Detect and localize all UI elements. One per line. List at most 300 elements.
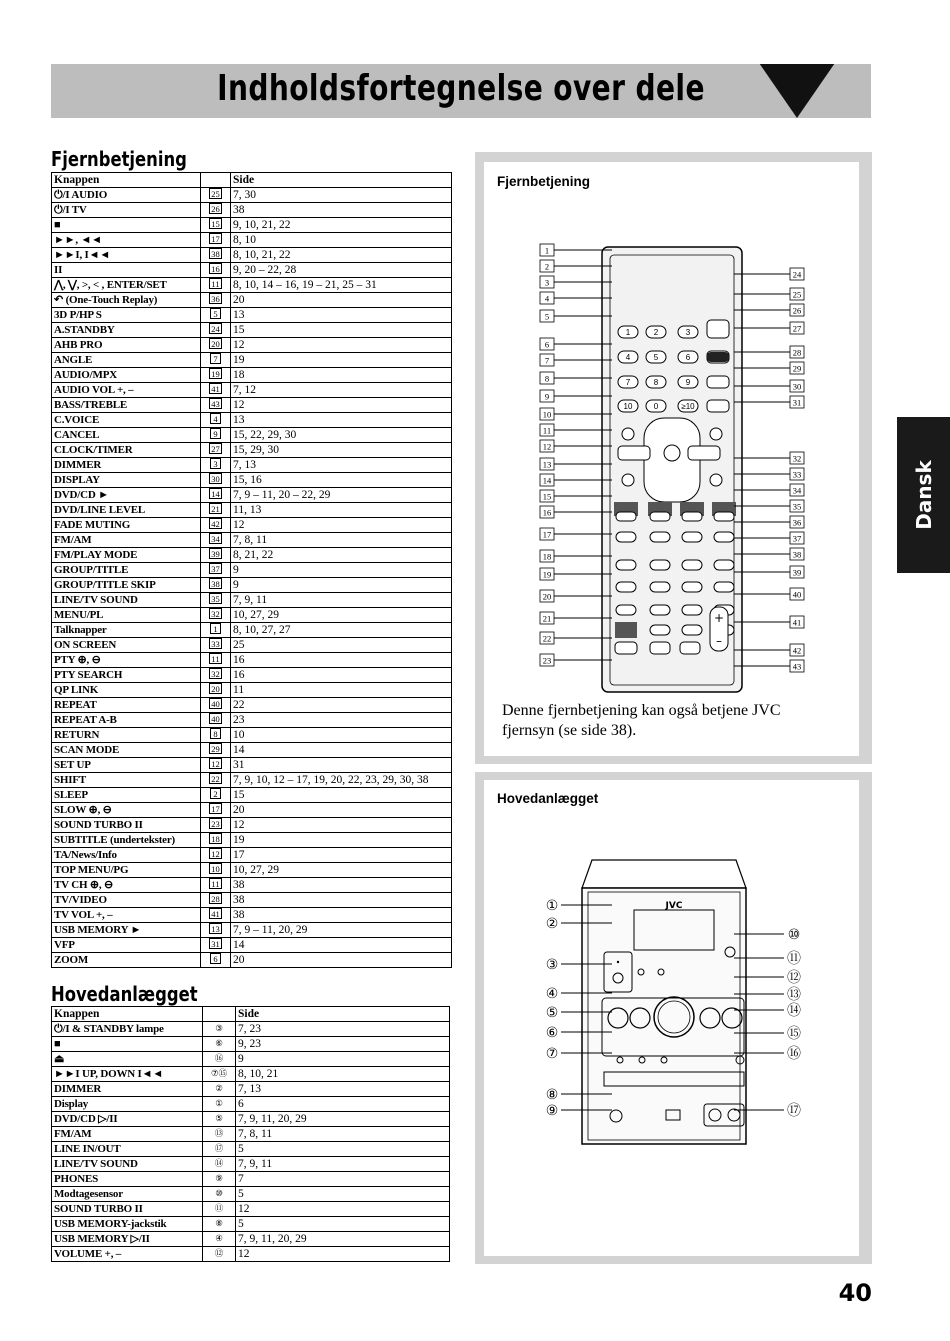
svg-text:7: 7	[544, 355, 550, 366]
svg-text:27: 27	[792, 323, 802, 334]
button-name-cell: DVD/LINE LEVEL	[52, 503, 201, 518]
button-name-cell: RETURN	[52, 728, 201, 743]
svg-text:13: 13	[542, 459, 552, 470]
function-key[interactable]	[714, 532, 734, 542]
function-key[interactable]	[622, 474, 634, 486]
callout-number	[790, 548, 804, 560]
function-key[interactable]	[616, 560, 636, 570]
page-reference-cell: 19	[231, 833, 452, 848]
svg-text:28: 28	[792, 347, 802, 358]
page-reference-cell: 13	[231, 308, 452, 323]
button-name-cell: CANCEL	[52, 428, 201, 443]
reference-number: 9	[210, 428, 221, 439]
table-row	[52, 1157, 450, 1172]
reference-number: 32	[211, 609, 220, 619]
reference-number-cell	[203, 1247, 236, 1262]
left-key[interactable]	[618, 446, 650, 460]
reference-number-cell	[203, 1127, 236, 1142]
function-key[interactable]	[650, 532, 670, 542]
number-key[interactable]	[646, 400, 666, 412]
button-name-cell: BASS/TREBLE	[52, 398, 201, 413]
button-name-cell: 3D P/HP S	[52, 308, 201, 323]
page-reference-cell: 38	[231, 203, 452, 218]
reference-number: ⑫	[214, 1247, 224, 1258]
function-key[interactable]	[650, 560, 670, 570]
shift-key[interactable]	[615, 622, 637, 638]
function-key[interactable]	[680, 642, 700, 654]
svg-text:35: 35	[792, 501, 802, 512]
svg-text:⑫: ⑫	[787, 970, 801, 986]
function-key[interactable]	[707, 376, 729, 388]
button-name-cell: VFP	[52, 938, 201, 953]
function-key[interactable]	[682, 582, 702, 592]
button-name-cell: SCAN MODE	[52, 743, 201, 758]
function-key[interactable]	[650, 642, 670, 654]
svg-text:⑯: ⑯	[787, 1046, 801, 1062]
col-button-header: Knappen	[52, 173, 201, 188]
table-row	[52, 1247, 450, 1262]
col-button-header: Knappen	[52, 1007, 203, 1022]
callout-number	[790, 304, 804, 316]
button-name-cell: SOUND TURBO II	[52, 1202, 203, 1217]
callout-number	[546, 986, 559, 1002]
table-row	[52, 953, 452, 968]
callout-number	[546, 898, 559, 914]
table-row	[52, 1022, 450, 1037]
reference-number-cell	[201, 548, 231, 563]
page-reference-cell: 10, 27, 29	[231, 608, 452, 623]
reference-number: 20	[211, 684, 220, 694]
table-row	[52, 473, 452, 488]
svg-text:15: 15	[542, 491, 552, 502]
reference-number: 20	[211, 339, 220, 349]
reference-number: 17	[211, 804, 220, 814]
function-key[interactable]	[650, 605, 670, 615]
button-name-cell: PTY ⊕, ⊖	[52, 653, 201, 668]
reference-number-cell	[203, 1037, 236, 1052]
svg-text:10: 10	[623, 402, 633, 411]
callout-number	[790, 268, 804, 280]
svg-text:9: 9	[685, 378, 691, 387]
button-name-cell: ⏻/I & STANDBY lampe	[52, 1022, 203, 1037]
table-row	[52, 758, 452, 773]
table-row	[52, 683, 452, 698]
function-key[interactable]	[710, 428, 722, 440]
page-reference-cell: 7, 9, 11, 20, 29	[236, 1112, 450, 1127]
page-reference-cell: 9	[231, 563, 452, 578]
reference-number: 25	[211, 189, 220, 199]
number-key[interactable]	[678, 351, 698, 363]
table-row	[52, 1097, 450, 1112]
svg-text:9: 9	[544, 391, 550, 402]
table-row	[52, 893, 452, 908]
function-key[interactable]	[707, 352, 729, 362]
table-row	[52, 728, 452, 743]
function-key[interactable]	[707, 320, 729, 338]
svg-text:①: ①	[545, 898, 559, 914]
callout-number	[790, 566, 804, 578]
button-name-cell: SLOW ⊕, ⊖	[52, 803, 201, 818]
reference-number: 7	[210, 353, 221, 364]
callout-number	[787, 1026, 801, 1042]
number-key[interactable]	[618, 376, 638, 388]
svg-text:6: 6	[685, 353, 691, 362]
reference-number: ⑨	[215, 1172, 223, 1183]
page-reference-cell: 13	[231, 413, 452, 428]
reference-number-cell	[201, 608, 231, 623]
function-key[interactable]	[650, 512, 670, 521]
page-reference-cell: 17	[231, 848, 452, 863]
svg-text:21: 21	[542, 613, 552, 624]
button-name-cell: FM/AM	[52, 533, 201, 548]
page-reference-cell: 8, 10	[231, 233, 452, 248]
remote-figure-label: Fjernbetjening	[497, 174, 591, 189]
callout-number	[787, 970, 801, 986]
svg-text:20: 20	[542, 591, 552, 602]
reference-number: ⑬	[214, 1127, 224, 1138]
page-reference-cell: 7	[236, 1172, 450, 1187]
callout-number	[790, 588, 804, 600]
reference-number-cell	[201, 593, 231, 608]
function-key[interactable]	[714, 512, 734, 521]
function-key[interactable]	[710, 474, 722, 486]
callout-number	[788, 927, 801, 943]
table-row	[52, 698, 452, 713]
table-row	[52, 443, 452, 458]
reference-number: 31	[211, 939, 220, 949]
col-ref-header	[203, 1007, 236, 1022]
reference-number-cell	[201, 728, 231, 743]
col-page-header: Side	[236, 1007, 450, 1022]
reference-number-cell	[201, 908, 231, 923]
page-reference-cell: 14	[231, 938, 452, 953]
number-key[interactable]	[618, 400, 638, 412]
number-key[interactable]	[618, 326, 638, 338]
reference-number-cell	[201, 638, 231, 653]
callout-number	[790, 660, 804, 672]
page-reference-cell: 15, 16	[231, 473, 452, 488]
page-reference-cell: 20	[231, 803, 452, 818]
number-key[interactable]	[678, 376, 698, 388]
table-row	[52, 1067, 450, 1082]
number-key[interactable]	[646, 351, 666, 363]
page-reference-cell: 7, 9, 11, 20, 29	[236, 1232, 450, 1247]
table-row	[52, 518, 452, 533]
svg-text:3: 3	[685, 328, 691, 337]
svg-text:29: 29	[792, 363, 802, 374]
callout-number	[540, 528, 554, 540]
remote-control-illustration	[484, 182, 859, 712]
reference-number-cell	[201, 848, 231, 863]
reference-number: 18	[211, 834, 220, 844]
reference-number-cell	[201, 413, 231, 428]
page-reference-cell: 9, 20 – 22, 28	[231, 263, 452, 278]
svg-text:37: 37	[792, 533, 802, 544]
table-row	[52, 338, 452, 353]
callout-number	[790, 484, 804, 496]
button-name-cell: ⋀, ⋁, >, < , ENTER/SET	[52, 278, 201, 293]
page-reference-cell: 12	[231, 818, 452, 833]
reference-number: 19	[211, 369, 220, 379]
function-key[interactable]	[650, 625, 670, 635]
number-key[interactable]	[678, 326, 698, 338]
function-key[interactable]	[616, 605, 636, 615]
reference-number: 38	[211, 579, 220, 589]
table-row	[52, 623, 452, 638]
button-name-cell: SET UP	[52, 758, 201, 773]
function-key[interactable]	[682, 560, 702, 570]
page-reference-cell: 9	[236, 1052, 450, 1067]
callout-number	[540, 292, 554, 304]
page-reference-cell: 15, 29, 30	[231, 443, 452, 458]
reference-number-cell	[203, 1232, 236, 1247]
page-reference-cell: 31	[231, 758, 452, 773]
function-key[interactable]	[616, 532, 636, 542]
reference-number-cell	[203, 1172, 236, 1187]
page-reference-cell: 15	[231, 788, 452, 803]
reference-number-cell	[201, 623, 231, 638]
button-name-cell: LINE/TV SOUND	[52, 593, 201, 608]
table-row	[52, 878, 452, 893]
button-name-cell: DVD/CD ►	[52, 488, 201, 503]
reference-number: ②	[215, 1082, 223, 1093]
reference-number-cell	[201, 953, 231, 968]
table-row	[52, 1052, 450, 1067]
svg-text:2: 2	[544, 261, 550, 272]
svg-text:41: 41	[792, 617, 802, 628]
svg-text:0: 0	[653, 402, 659, 411]
table-row	[52, 563, 452, 578]
callout-number	[540, 310, 554, 322]
button-name-cell: SHIFT	[52, 773, 201, 788]
table-row	[52, 533, 452, 548]
reference-number-cell	[201, 878, 231, 893]
callout-number	[790, 468, 804, 480]
reference-number: ①	[215, 1097, 223, 1108]
table-row	[52, 398, 452, 413]
page-reference-cell: 12	[236, 1247, 450, 1262]
page-reference-cell: 12	[236, 1202, 450, 1217]
page-reference-cell: 8, 10, 14 – 16, 19 – 21, 25 – 31	[231, 278, 452, 293]
callout-number	[790, 322, 804, 334]
callout-number	[540, 408, 554, 420]
table-row	[52, 1202, 450, 1217]
svg-text:⑮: ⑮	[787, 1026, 801, 1042]
reference-number: 8	[210, 728, 221, 739]
svg-text:⑪: ⑪	[787, 951, 801, 967]
reference-number-cell	[201, 863, 231, 878]
reference-number-cell	[203, 1142, 236, 1157]
button-name-cell: AUDIO VOL +, –	[52, 383, 201, 398]
table-header-row	[52, 173, 452, 188]
reference-number: 30	[211, 474, 220, 484]
number-key[interactable]	[678, 400, 698, 412]
table-row	[52, 293, 452, 308]
svg-text:8: 8	[653, 378, 659, 387]
main-unit-figure-panel	[475, 772, 872, 1264]
reference-number: 3	[210, 458, 221, 469]
callout-number	[787, 1046, 801, 1062]
enter-key[interactable]	[664, 445, 680, 461]
svg-text:1: 1	[625, 328, 631, 337]
reference-number-cell	[201, 233, 231, 248]
table-row	[52, 923, 452, 938]
reference-number: ⑦⑮	[210, 1067, 228, 1078]
title-banner	[51, 64, 871, 118]
number-key[interactable]	[618, 351, 638, 363]
svg-text:⑧: ⑧	[545, 1087, 559, 1103]
reference-number-cell	[201, 398, 231, 413]
reference-number: 40	[211, 699, 220, 709]
svg-text:24: 24	[792, 269, 802, 280]
table-row	[52, 578, 452, 593]
reference-number: 13	[211, 924, 220, 934]
callout-number	[790, 516, 804, 528]
callout-number	[790, 396, 804, 408]
page-reference-cell: 14	[231, 743, 452, 758]
reference-number-cell	[201, 788, 231, 803]
reference-number-cell	[203, 1067, 236, 1082]
function-key[interactable]	[682, 605, 702, 615]
reference-number-cell	[201, 833, 231, 848]
page-reference-cell: 9, 23	[236, 1037, 450, 1052]
button-name-cell: ⏻/I TV	[52, 203, 201, 218]
reference-number-cell	[201, 503, 231, 518]
reference-number-cell	[201, 743, 231, 758]
callout-number	[540, 260, 554, 272]
reference-number-cell	[201, 758, 231, 773]
page-reference-cell: 16	[231, 653, 452, 668]
button-name-cell: ⏻/I AUDIO	[52, 188, 201, 203]
svg-text:3: 3	[544, 277, 550, 288]
table-row	[52, 458, 452, 473]
button-name-cell: SLEEP	[52, 788, 201, 803]
page-reference-cell: 38	[231, 908, 452, 923]
reference-number: 4	[210, 413, 221, 424]
reference-number-cell	[201, 563, 231, 578]
table-row	[52, 668, 452, 683]
table-row	[52, 653, 452, 668]
reference-number: ⑥	[215, 1037, 223, 1048]
svg-text:7: 7	[625, 378, 631, 387]
button-name-cell: LINE/TV SOUND	[52, 1157, 203, 1172]
button-name-cell: ■	[52, 218, 201, 233]
button-name-cell: ZOOM	[52, 953, 201, 968]
button-name-cell: ANGLE	[52, 353, 201, 368]
function-key[interactable]	[714, 560, 734, 570]
page-reference-cell: 10	[231, 728, 452, 743]
function-key[interactable]	[682, 532, 702, 542]
svg-text:5: 5	[653, 353, 659, 362]
reference-number: 15	[211, 219, 220, 229]
button-name-cell: REPEAT	[52, 698, 201, 713]
callout-number	[546, 1046, 559, 1062]
function-key[interactable]	[650, 582, 670, 592]
function-key[interactable]	[616, 512, 636, 521]
button-name-cell: PHONES	[52, 1172, 203, 1187]
main-unit-figure-label: Hovedanlægget	[497, 791, 599, 806]
table-row	[52, 593, 452, 608]
callout-number	[540, 276, 554, 288]
reference-number: 33	[211, 639, 220, 649]
svg-text:10: 10	[542, 409, 552, 420]
page-reference-cell: 22	[231, 698, 452, 713]
table-row	[52, 1187, 450, 1202]
reference-number-cell	[201, 323, 231, 338]
svg-text:6: 6	[544, 339, 550, 350]
button-name-cell: SUBTITLE (undertekster)	[52, 833, 201, 848]
reference-number: 12	[211, 759, 220, 769]
reference-number-cell	[201, 458, 231, 473]
svg-text:12: 12	[542, 441, 552, 452]
sound-turbo-key[interactable]	[615, 642, 637, 654]
page-reference-cell: 8, 10, 21	[236, 1067, 450, 1082]
number-key[interactable]	[646, 326, 666, 338]
reference-number-cell	[201, 938, 231, 953]
reference-number-cell	[201, 488, 231, 503]
svg-text:③: ③	[545, 957, 559, 973]
reference-number: 12	[211, 849, 220, 859]
button-name-cell: A.STANDBY	[52, 323, 201, 338]
main-unit-illustration	[484, 780, 859, 1256]
svg-text:38: 38	[792, 549, 802, 560]
right-key[interactable]	[688, 446, 720, 460]
callout-number	[540, 458, 554, 470]
callout-number	[540, 372, 554, 384]
function-key[interactable]	[682, 512, 702, 521]
reference-number: 26	[211, 204, 220, 214]
svg-text:1: 1	[544, 245, 550, 256]
table-row	[52, 548, 452, 563]
function-key[interactable]	[714, 582, 734, 592]
reference-number: ⑩	[215, 1187, 223, 1198]
number-key[interactable]	[646, 376, 666, 388]
reference-number-cell	[201, 533, 231, 548]
table-row	[52, 248, 452, 263]
reference-number-cell	[201, 518, 231, 533]
reference-number-cell	[203, 1112, 236, 1127]
svg-text:31: 31	[792, 397, 802, 408]
table-row	[52, 428, 452, 443]
button-name-cell: PTY SEARCH	[52, 668, 201, 683]
reference-number-cell	[201, 218, 231, 233]
callout-number	[540, 590, 554, 602]
function-key[interactable]	[616, 582, 636, 592]
reference-number-cell	[201, 818, 231, 833]
button-name-cell: GROUP/TITLE SKIP	[52, 578, 201, 593]
callout-number	[540, 474, 554, 486]
button-name-cell: GROUP/TITLE	[52, 563, 201, 578]
callout-number	[540, 568, 554, 580]
function-key[interactable]	[622, 428, 634, 440]
function-key[interactable]	[682, 625, 702, 635]
reference-number: ⑭	[214, 1157, 224, 1168]
reference-number-cell	[201, 188, 231, 203]
button-name-cell: DISPLAY	[52, 473, 201, 488]
function-key[interactable]	[707, 400, 729, 412]
callout-number	[540, 338, 554, 350]
callout-number	[540, 424, 554, 436]
remote-heading: Fjernbetjening	[51, 147, 187, 171]
reference-number-cell	[201, 803, 231, 818]
reference-number-cell	[201, 383, 231, 398]
button-name-cell: C.VOICE	[52, 413, 201, 428]
reference-number: 42	[211, 519, 220, 529]
callout-number	[540, 244, 554, 256]
svg-text:⑤: ⑤	[545, 1005, 559, 1021]
svg-text:32: 32	[792, 453, 802, 464]
table-row	[52, 278, 452, 293]
